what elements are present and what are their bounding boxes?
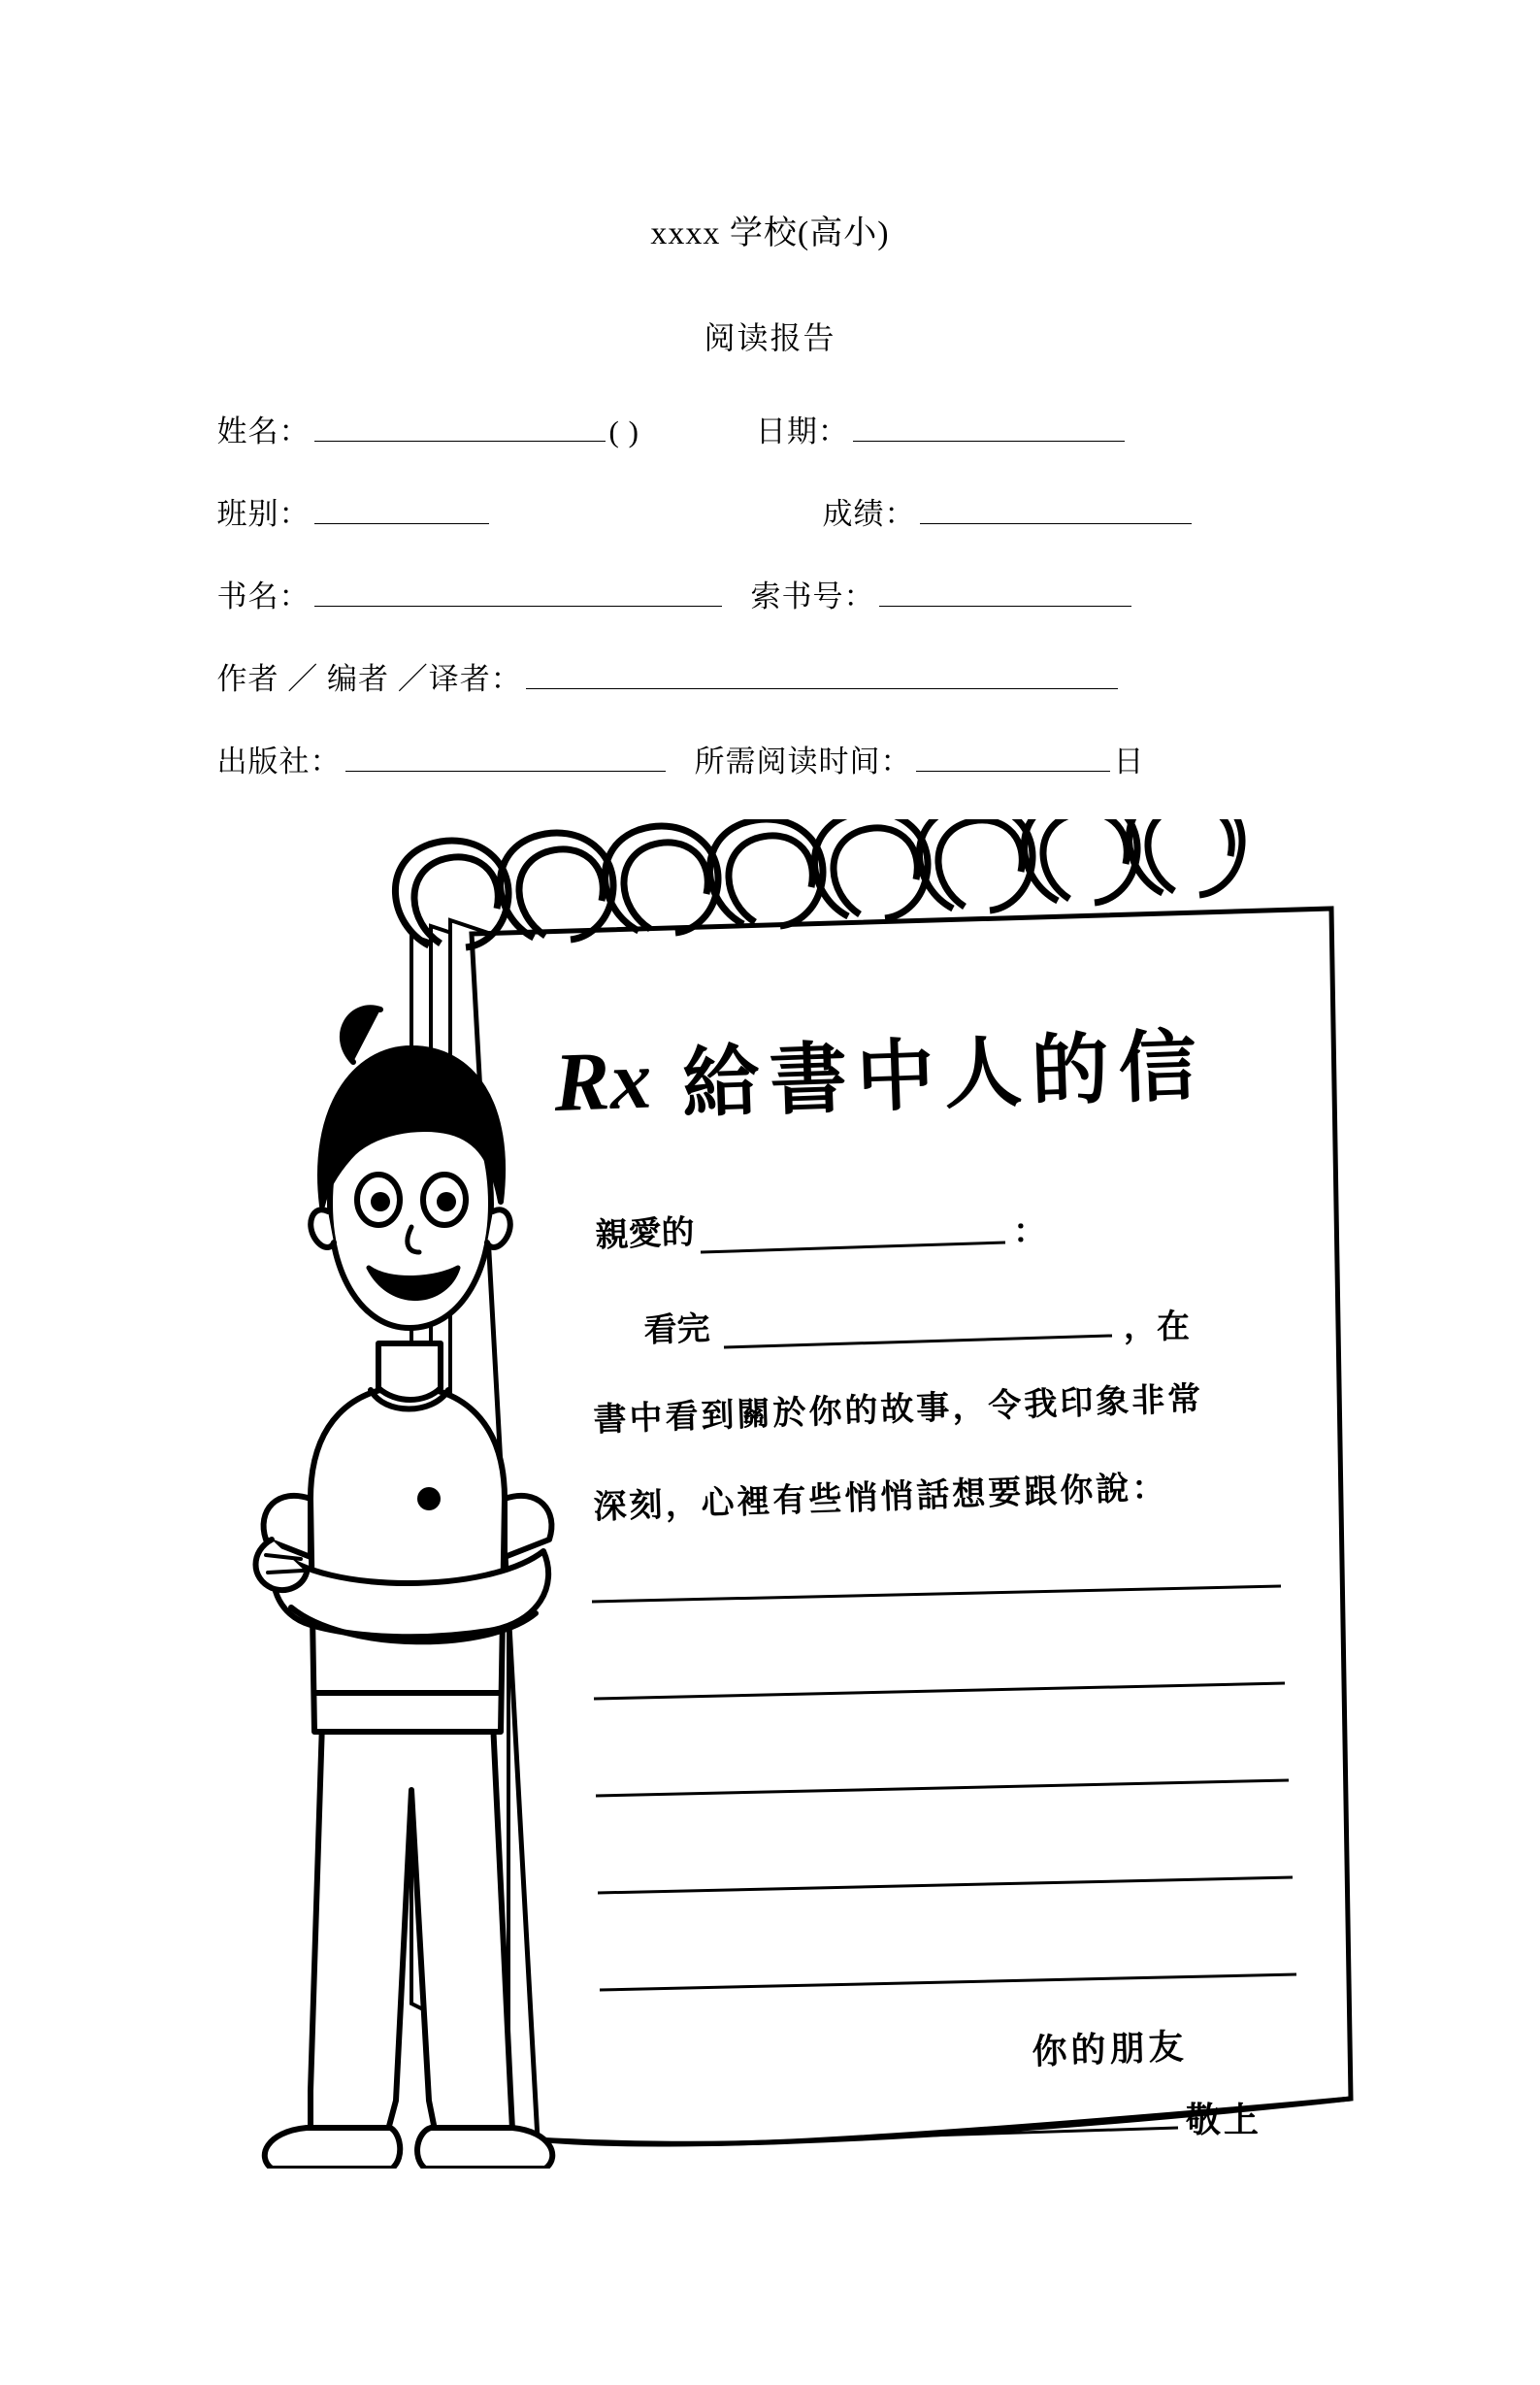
publisher-label: 出版社： (216, 745, 342, 778)
date-input[interactable] (853, 412, 1125, 442)
author-input[interactable] (526, 659, 1118, 689)
name-input[interactable] (314, 412, 606, 442)
grade-input[interactable] (920, 494, 1192, 524)
book-title-label: 书名： (216, 580, 311, 613)
form-row (217, 407, 1324, 450)
reading-time-label: 所需阅读时间： (694, 745, 912, 778)
page-title: xxxx 学校(高小) (650, 215, 890, 251)
salutation-label: 親愛的 (594, 1212, 695, 1255)
name-label: 姓名： (216, 414, 311, 448)
form-row (217, 737, 1324, 780)
salutation-colon: ： (1012, 1212, 1046, 1251)
day-unit-label: 日 (1113, 745, 1145, 778)
call-number-input[interactable] (879, 577, 1131, 607)
sign-off-label: 敬上 (1185, 2101, 1261, 2140)
call-number-label: 索书号： (750, 580, 875, 613)
notepad-heading: 給書中人的信 (679, 1020, 1207, 1129)
form-row (217, 489, 1324, 533)
line3: 深刻，心裡有些悄悄話想要跟你說： (592, 1468, 1168, 1527)
rx-symbol: Rx (551, 1032, 653, 1129)
date-label: 日期： (755, 414, 849, 448)
grade-label: 成绩： (822, 497, 916, 531)
book-title-input[interactable] (314, 577, 722, 607)
line2: 書中看到關於你的故事，令我印象非常 (592, 1379, 1204, 1440)
illustration (120, 819, 1421, 2169)
form-row (217, 654, 1324, 698)
reading-time-input[interactable] (916, 742, 1110, 772)
form-row (217, 572, 1324, 615)
line1-lead: 看完 (642, 1308, 710, 1350)
line1-tail: ，在 (1123, 1308, 1190, 1346)
author-label: 作者 ／ 编者 ／译者： (216, 662, 522, 696)
class-label: 班别： (216, 497, 311, 531)
name-paren: ( ) (608, 414, 639, 448)
class-input[interactable] (314, 494, 489, 524)
reading-report-page (0, 206, 1540, 2385)
report-title: 阅读报告 (704, 320, 836, 355)
publisher-input[interactable] (345, 742, 666, 772)
closing-label: 你的朋友 (1031, 2027, 1188, 2072)
form-area (217, 407, 1324, 780)
